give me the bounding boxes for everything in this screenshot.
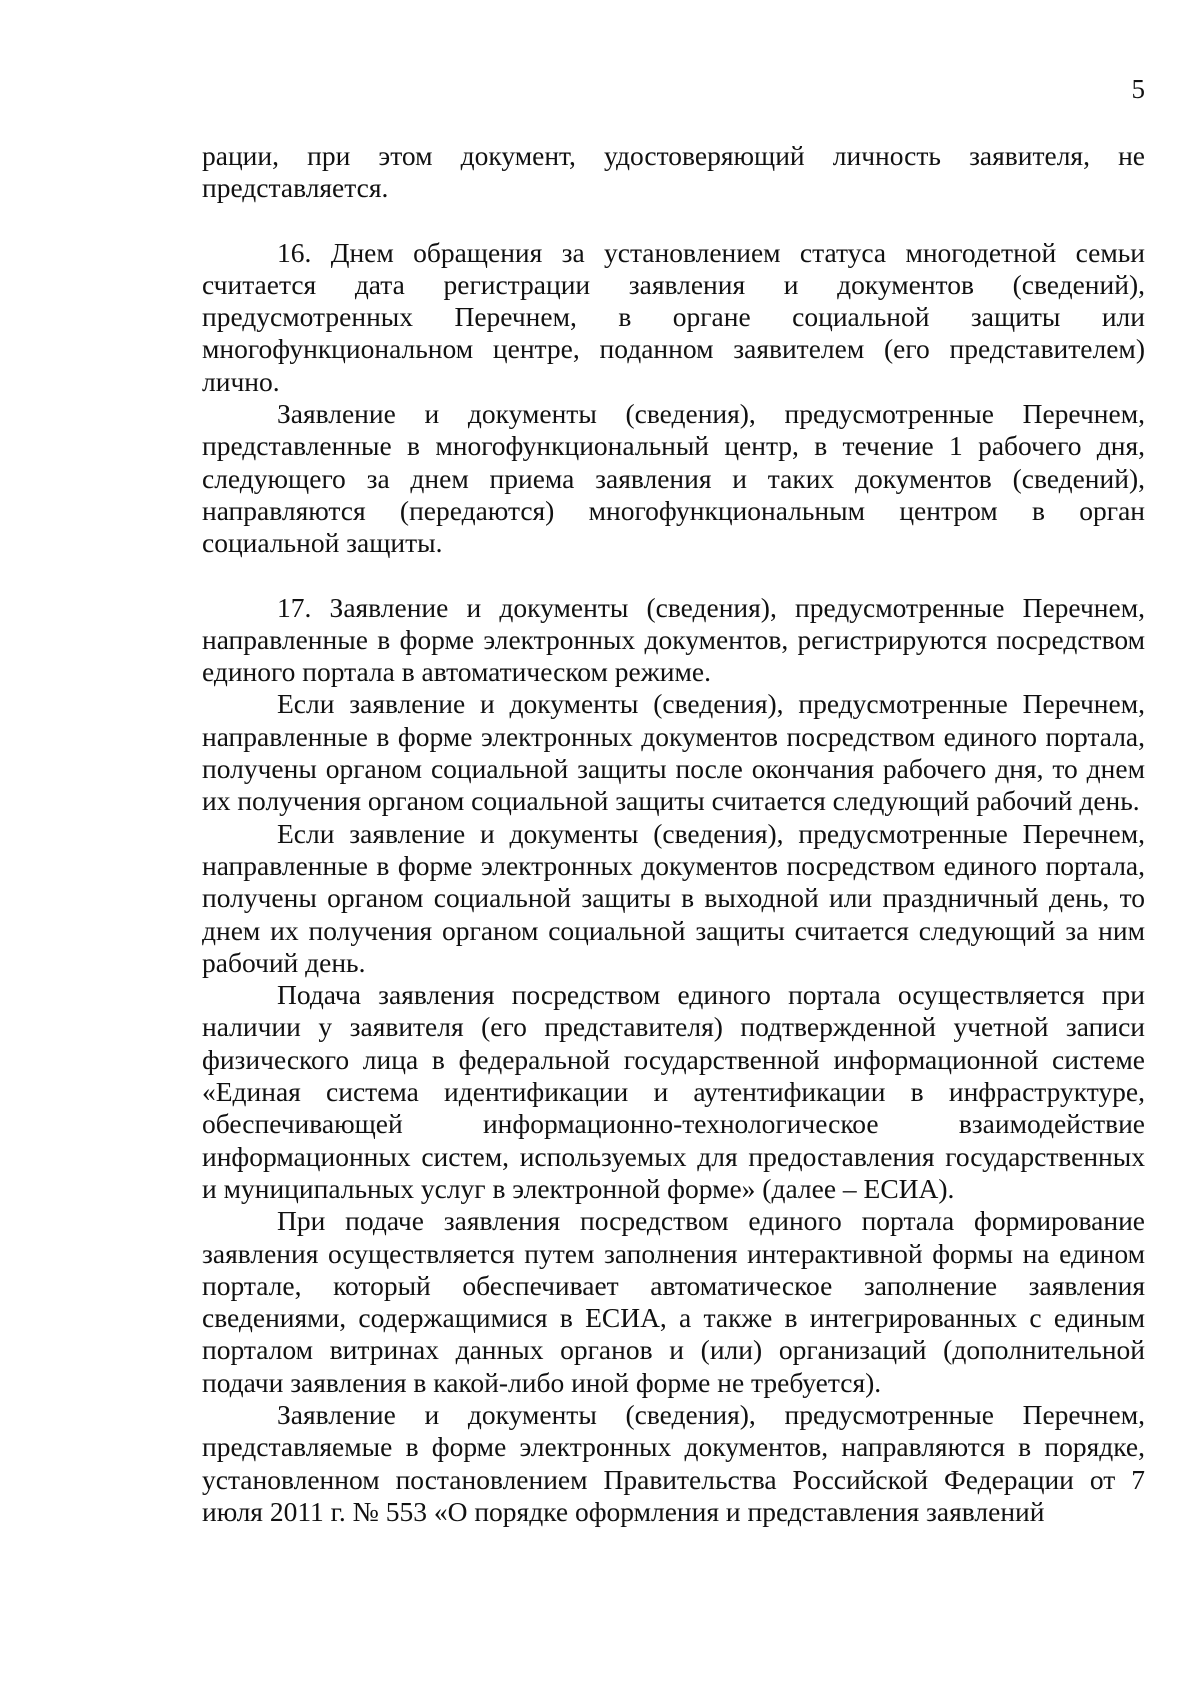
paragraph-17-interactive-form: При подаче заявления посредством единого портала формирование заявления осуществляется путем заполнения интерактивной формы на едином портале, который обеспечивает автоматическое заполнение заявления сведениями, содержащимися в ЕСИА, а также в интегрированных с единым порталом витринах данных органов и (или) организаций (дополнительной подачи заявления в какой-либо иной форме не требуется). [202, 1205, 1145, 1398]
paragraph-17: 17. Заявление и документы (сведения), предусмотренные Перечнем, направленные в форме электронных документов, регистрируются посредством единого портала в автоматическом режиме. [202, 591, 1145, 688]
paragraph-16-mfc: Заявление и документы (сведения), предусмотренные Перечнем, представленные в многофункциональный центр, в течение 1 рабочего дня, следующего за днем приема заявления и таких документов (сведений), направляются (передаются) многофункциональным центром в орган социальной защиты. [202, 398, 1145, 559]
paragraph-16: 16. Днем обращения за установлением статуса многодетной семьи считается дата регистрации заявления и документов (сведений), предусмотренных Перечнем, в органе социальной защиты или многофункциональном центре, поданном заявителем (его представителем) лично. [202, 236, 1145, 397]
paragraph-17-after-hours: Если заявление и документы (сведения), предусмотренные Перечнем, направленные в форме электронных документов посредством единого портала, получены органом социальной защиты после окончания рабочего дня, то днем их получения органом социальной защиты считается следующий рабочий день. [202, 688, 1145, 817]
paragraph-17-procedure: Заявление и документы (сведения), предусмотренные Перечнем, представляемые в форме электронных документов, направляются в порядке, установленном постановлением Правительства Российской Федерации от 7 июля 2011 г. № 553 «О порядке оформления и представления заявлений [202, 1398, 1145, 1527]
document-body [202, 140, 1145, 1528]
page-number: 5 [1131, 74, 1145, 104]
paragraph-17-esia: Подача заявления посредством единого портала осуществляется при наличии у заявителя (его представителя) подтвержденной учетной записи физического лица в федеральной государственной информационной системе «Единая система идентификации и аутентификации в инфраструктуре, обеспечивающей информационно-технологическое взаимодействие информационных систем, используемых для предоставления государственных и муниципальных услуг в электронной форме» (далее – ЕСИА). [202, 979, 1145, 1204]
paragraph-continuation: рации, при этом документ, удостоверяющий личность заявителя, не представляется. [202, 140, 1145, 204]
paragraph-17-holiday: Если заявление и документы (сведения), предусмотренные Перечнем, направленные в форме электронных документов посредством единого портала, получены органом социальной защиты в выходной или праздничный день, то днем их получения органом социальной защиты считается следующий за ним рабочий день. [202, 817, 1145, 978]
